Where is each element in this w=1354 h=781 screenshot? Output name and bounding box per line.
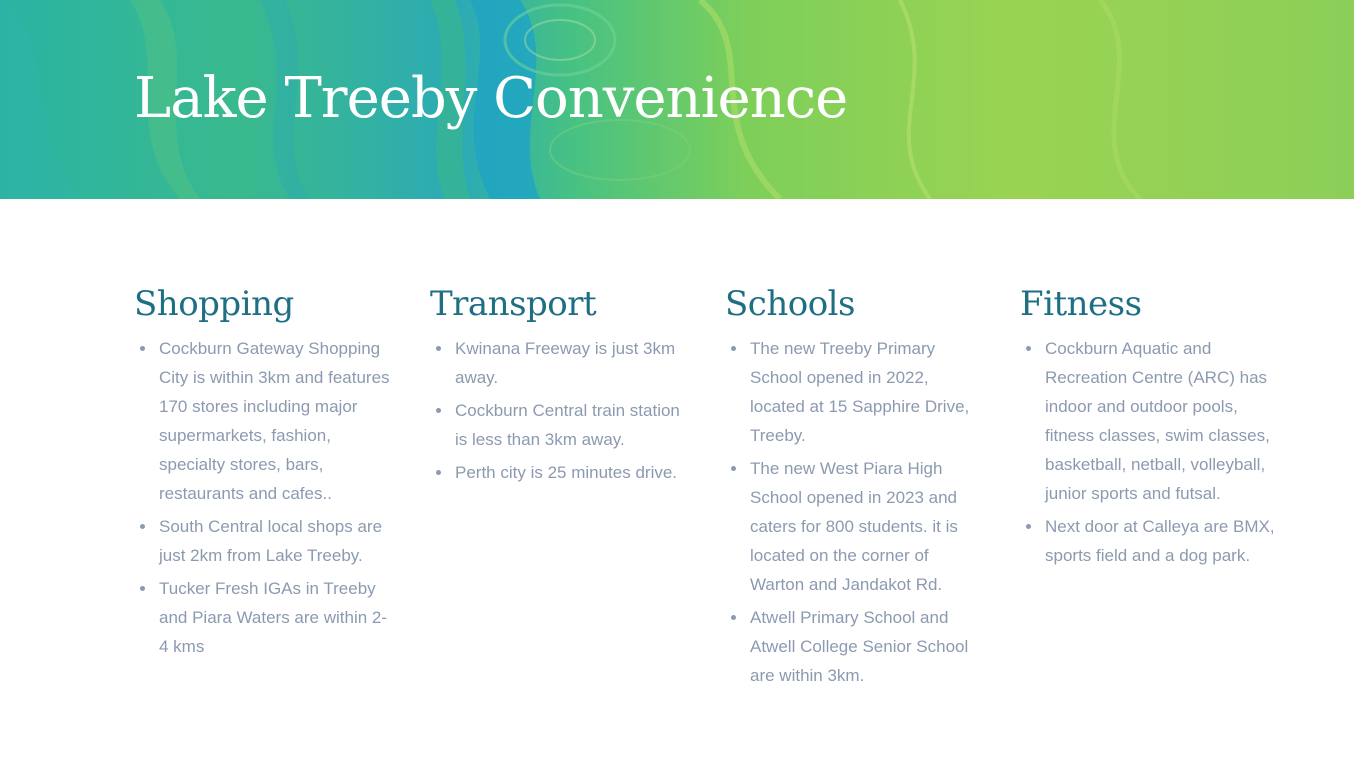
- list-item: Kwinana Freeway is just 3km away.: [455, 334, 692, 392]
- column-fitness: [1020, 282, 1282, 574]
- section-heading-transport: Transport: [430, 284, 597, 324]
- list-item: The new Treeby Primary School opened in 2022, located at 15 Sapphire Drive, Treeby.: [750, 334, 987, 450]
- feature-columns: [0, 199, 1354, 781]
- schools-list: [725, 334, 987, 690]
- page-title: Lake Treeby Convenience: [134, 66, 848, 131]
- hero-banner: [0, 0, 1354, 199]
- list-item: Cockburn Gateway Shopping City is within 3km and features 170 stores including major supermarkets, fashion, specialty stores, bars, restaurants and cafes..: [159, 334, 396, 508]
- list-item: South Central local shops are just 2km from Lake Treeby.: [159, 512, 396, 570]
- shopping-list: [134, 334, 396, 661]
- column-shopping: [134, 282, 396, 665]
- section-heading-shopping: Shopping: [134, 284, 294, 324]
- column-transport: [430, 282, 692, 491]
- list-item: The new West Piara High School opened in 2023 and caters for 800 students. it is located on the corner of Warton and Jandakot Rd.: [750, 454, 987, 599]
- section-heading-schools: Schools: [725, 284, 855, 324]
- list-item: Atwell Primary School and Atwell College Senior School are within 3km.: [750, 603, 987, 690]
- list-item: Perth city is 25 minutes drive.: [455, 458, 692, 487]
- list-item: Tucker Fresh IGAs in Treeby and Piara Waters are within 2-4 kms: [159, 574, 396, 661]
- column-schools: [725, 282, 987, 694]
- list-item: Next door at Calleya are BMX, sports field and a dog park.: [1045, 512, 1282, 570]
- fitness-list: [1020, 334, 1282, 570]
- section-heading-fitness: Fitness: [1020, 284, 1142, 324]
- list-item: Cockburn Central train station is less than 3km away.: [455, 396, 692, 454]
- transport-list: [430, 334, 692, 487]
- list-item: Cockburn Aquatic and Recreation Centre (ARC) has indoor and outdoor pools, fitness classes, swim classes, basketball, netball, volleyball, junior sports and futsal.: [1045, 334, 1282, 508]
